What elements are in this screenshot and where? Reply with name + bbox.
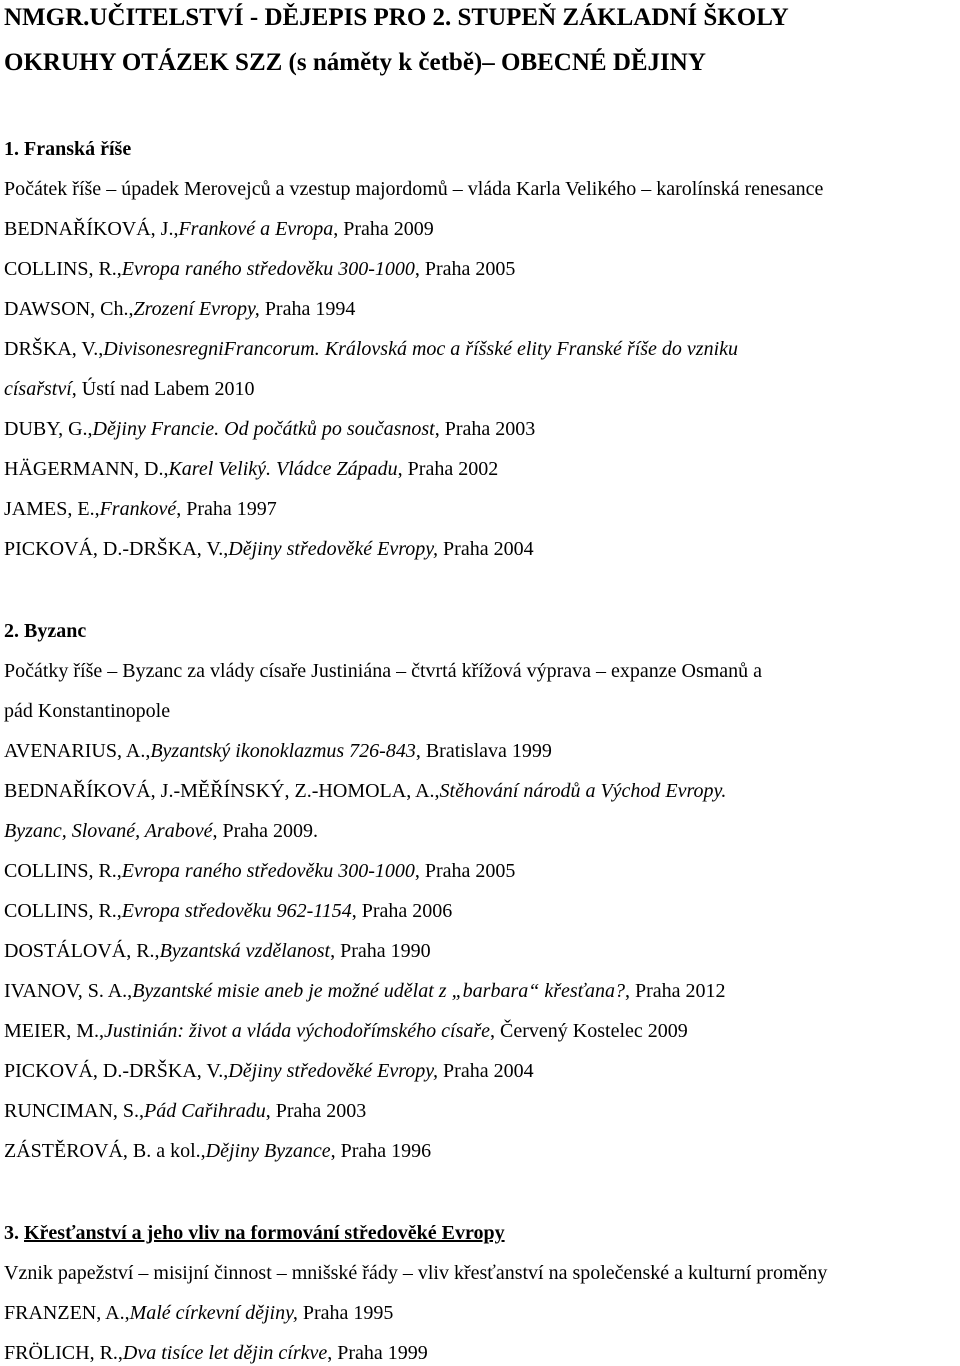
bibliography-entry: BEDNAŘÍKOVÁ, J.-MĚŘÍNSKÝ, Z.-HOMOLA, A.,Stěhování národů a Východ Evropy. (4, 780, 727, 802)
bibliography-entry: COLLINS, R.,Evropa raného středověku 300-1000, Praha 2005 (4, 860, 516, 882)
section-title: Franská říše (24, 138, 132, 160)
section-3-topics: Vznik papežství – misijní činnost – mnišské řády – vliv křesťanství na společenské a kulturní proměny (4, 1262, 828, 1284)
bibliography-entry: FRANZEN, A.,Malé církevní dějiny, Praha 1995 (4, 1302, 394, 1324)
section-number: 3. (4, 1222, 19, 1244)
section-2-topics-line-1: Počátky říše – Byzanc za vlády císaře Justiniána – čtvrtá křížová výprava – expanze Osmanů a (4, 660, 763, 682)
section-1-topics: Počátek říše – úpadek Merovejců a vzestup majordomů – vláda Karla Velikého – karolínská renesance (4, 178, 824, 200)
bibliography-entry: FRÖLICH, R.,Dva tisíce let dějin církve, Praha 1999 (4, 1342, 428, 1364)
section-2-heading (4, 618, 86, 644)
bibliography-entry: JAMES, E.,Frankové, Praha 1997 (4, 498, 277, 520)
section-1-heading (4, 136, 131, 162)
bibliography-entry: RUNCIMAN, S.,Pád Cařihradu, Praha 2003 (4, 1100, 367, 1122)
section-number: 1. (4, 138, 19, 160)
bibliography-entry: IVANOV, S. A.,Byzantské misie aneb je možné udělat z „barbara“ křesťana?, Praha 2012 (4, 980, 726, 1002)
bibliography-entry-continued: Byzanc, Slované, Arabové, Praha 2009. (4, 820, 319, 842)
bibliography-entry-continued: císařství, Ústí nad Labem 2010 (4, 378, 255, 400)
section-title: Křesťanství a jeho vliv na formování středověké Evropy (24, 1222, 505, 1244)
bibliography-entry: HÄGERMANN, D.,Karel Veliký. Vládce Západu, Praha 2002 (4, 458, 499, 480)
bibliography-entry: PICKOVÁ, D.-DRŠKA, V.,Dějiny středověké Evropy, Praha 2004 (4, 1060, 534, 1082)
bibliography-entry: DAWSON, Ch.,Zrození Evropy, Praha 1994 (4, 298, 356, 320)
bibliography-entry: DUBY, G.,Dějiny Francie. Od počátků po současnost, Praha 2003 (4, 418, 536, 440)
bibliography-entry: ZÁSTĚROVÁ, B. a kol.,Dějiny Byzance, Praha 1996 (4, 1140, 432, 1162)
document-title-line-2: OKRUHY OTÁZEK SZZ (s náměty k četbě)– OBECNÉ DĚJINY (4, 49, 706, 76)
section-2-topics-line-2: pád Konstantinopole (4, 700, 171, 722)
bibliography-entry: DOSTÁLOVÁ, R.,Byzantská vzdělanost, Praha 1990 (4, 940, 431, 962)
section-number: 2. (4, 620, 19, 642)
section-title: Byzanc (24, 620, 87, 642)
bibliography-entry: AVENARIUS, A.,Byzantský ikonoklazmus 726-843, Bratislava 1999 (4, 740, 552, 762)
bibliography-entry: COLLINS, R.,Evropa středověku 962-1154, Praha 2006 (4, 900, 453, 922)
bibliography-entry: PICKOVÁ, D.-DRŠKA, V.,Dějiny středověké Evropy, Praha 2004 (4, 538, 534, 560)
bibliography-entry: BEDNAŘÍKOVÁ, J.,Frankové a Evropa, Praha 2009 (4, 218, 434, 240)
bibliography-entry: DRŠKA, V.,DivisonesregniFrancorum. Královská moc a říšské elity Franské říše do vzniku (4, 338, 739, 360)
bibliography-entry: COLLINS, R.,Evropa raného středověku 300-1000, Praha 2005 (4, 258, 516, 280)
section-3-heading (4, 1220, 505, 1246)
document-title-line-1: NMGR.UČITELSTVÍ - DĚJEPIS PRO 2. STUPEŇ ZÁKLADNÍ ŠKOLY (4, 4, 789, 31)
bibliography-entry: MEIER, M.,Justinián: život a vláda východořímského císaře, Červený Kostelec 2009 (4, 1020, 688, 1042)
